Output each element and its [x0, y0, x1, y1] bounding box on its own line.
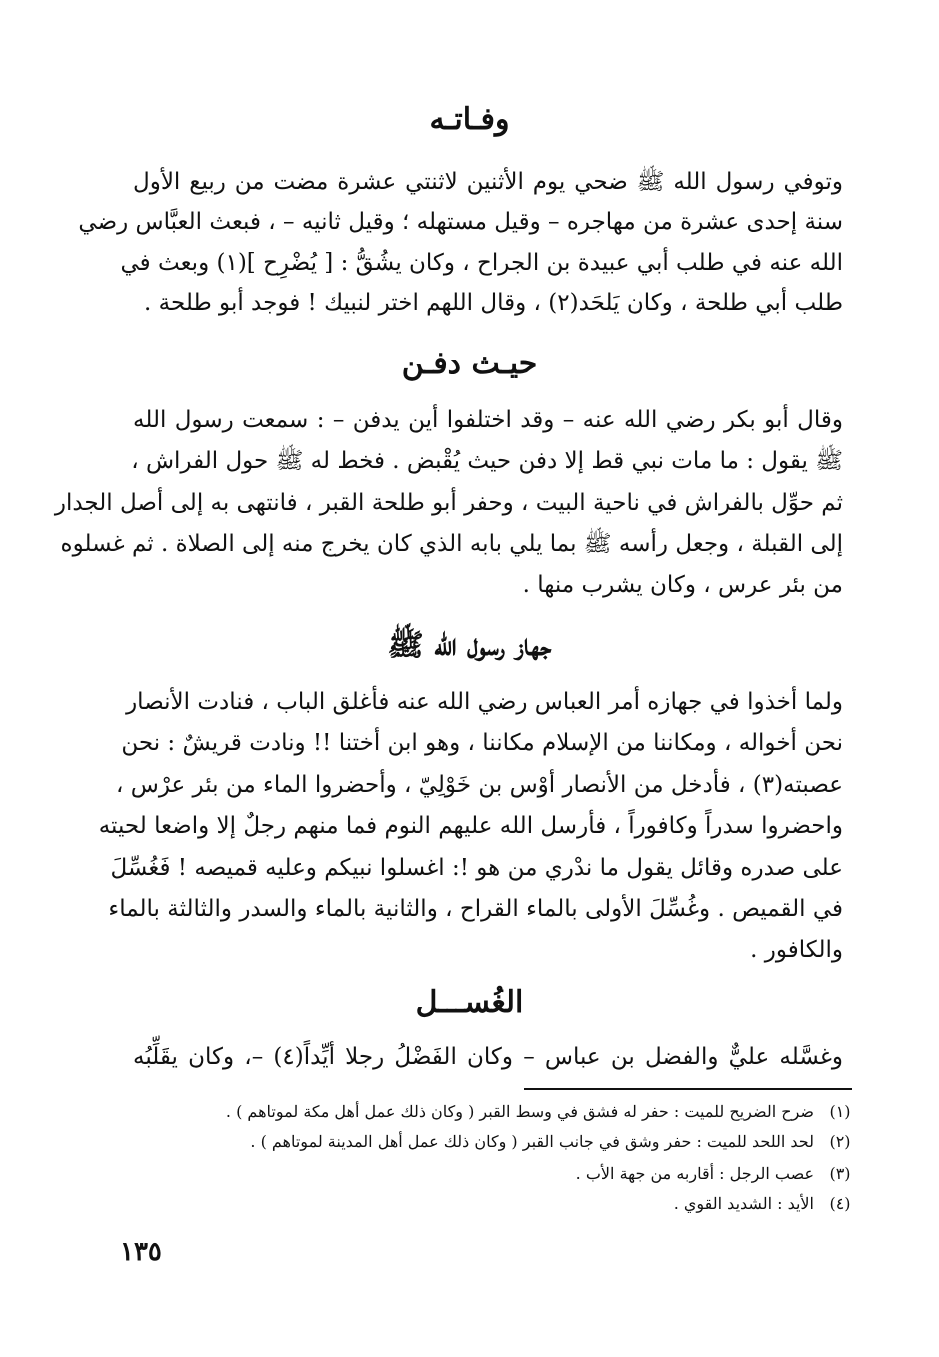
section-heading-washing [0, 983, 939, 1023]
paragraph-line: وغسَّله عليٌّ والفضل بن عباس – وكان الفَضْلُ رجلا أيِّداً(٤) –، وكان يقَلِّبُه [133, 1044, 843, 1070]
paragraph-line: واحضروا سدراً وكافوراً ، فأرسل الله عليهم النوم فما منهم رجلٌ إلا واضعا لحيته [98, 813, 843, 839]
footnote-item [120, 1097, 860, 1127]
paragraph-line: سنة إحدى عشرة من مهاجره – وقيل مستهله ؛ وقيل ثانيه – ، فبعث العبَّاس رضي [78, 209, 843, 235]
footnote-number: (٢) [829, 1132, 851, 1151]
section-heading-burial-text: حيـث دفـن [401, 346, 538, 381]
section-heading-death [0, 100, 939, 140]
paragraph-line: إلى القبلة ، وجعل رأسه ﷺ بما يلي بابه الذي كان يخرج منه إلى الصلاة . ثم غسلوه [60, 531, 843, 557]
section-heading-death-text: وفـاتـه [429, 102, 510, 137]
paragraph-line: نحن أخواله ، ومكاننا من الإسلام مكاننا ، وهو ابن أختنا !! ونادت قريشٌ : نحن [121, 730, 843, 756]
footnote-separator [524, 1088, 852, 1090]
footnote-text: الأيد : الشديد القوي . [673, 1194, 814, 1213]
footnote-number: (١) [829, 1102, 851, 1121]
paragraph-line: ثم حوِّل بالفراش في ناحية البيت ، وحفر أبو طلحة القبر ، فانتهى به إلى أصل الجدار [54, 490, 843, 516]
paragraph-line: ولما أخذوا في جهازه أمر العباس رضي الله عنه فأغلق الباب ، فنادت الأنصار [126, 689, 843, 715]
footnote-text: عصب الرجل : أقاربه من جهة الأب . [575, 1164, 814, 1183]
section-heading-washing-text: الغُســـل [415, 985, 524, 1020]
section-heading-burial [0, 344, 939, 384]
footnote-text: لحد اللحد للميت : حفر وشق في جانب القبر ( وكان ذلك عمل أهل المدينة لموتاهم ) . [250, 1132, 814, 1151]
footnote-number: (٤) [829, 1194, 851, 1213]
paragraph-line: والكافور . [750, 937, 843, 963]
section-heading-preparation [0, 626, 939, 666]
paragraph-line: في القميص . وغُسِّلَ الأولى بالماء القراح ، والثانية بالماء والسدر والثالثة بالماء [108, 896, 843, 922]
section-heading-preparation-text: جهاز رسول الله ﷺ [387, 628, 552, 663]
paragraph-line: من بئر عرس ، وكان يشرب منها . [522, 572, 843, 598]
page-number: ١٣٥ [120, 1237, 162, 1267]
paragraph-line: ﷺ يقول : ما مات نبي قط إلا دفن حيث يُقْبض . فخط له ﷺ حول الفراش ، [131, 448, 843, 474]
footnote-item [120, 1189, 860, 1219]
paragraph-line: وتوفي رسول الله ﷺ ضحي يوم الأثنين لاثنتي عشرة مضت من ربيع الأول [133, 169, 843, 195]
paragraph-line: عصبته(٣) ، فأدخل من الأنصار أوْس بن خَوْلِيّ ، وأحضروا الماء من بئر عرْس ، [116, 772, 843, 798]
footnote-number: (٣) [829, 1164, 851, 1183]
footnote-item [120, 1159, 860, 1189]
footnote-item [120, 1127, 860, 1157]
paragraph-line: وقال أبو بكر رضي الله عنه – وقد اختلفوا أين يدفن – : سمعت رسول الله [133, 407, 843, 433]
paragraph-line: على صدره وقائل يقول ما ندْري من هو !: اغسلوا نبيكم وعليه قميصه ! فَغُسِّلَ [110, 855, 843, 881]
paragraph-line: الله عنه في طلب أبي عبيدة بن الجراح ، وكان يشُقُّ : [ يُضْرِح ](١) وبعث في [120, 250, 843, 276]
paragraph-line: طلب أبي طلحة ، وكان يَلحَد(٢) ، وقال اللهم اختر لنبيك ! فوجد أبو طلحة . [144, 290, 843, 316]
footnote-text: ضرح الضريح للميت : حفر له فشق في وسط القبر ( وكان ذلك عمل أهل مكة لموتاهم ) . [225, 1102, 814, 1121]
